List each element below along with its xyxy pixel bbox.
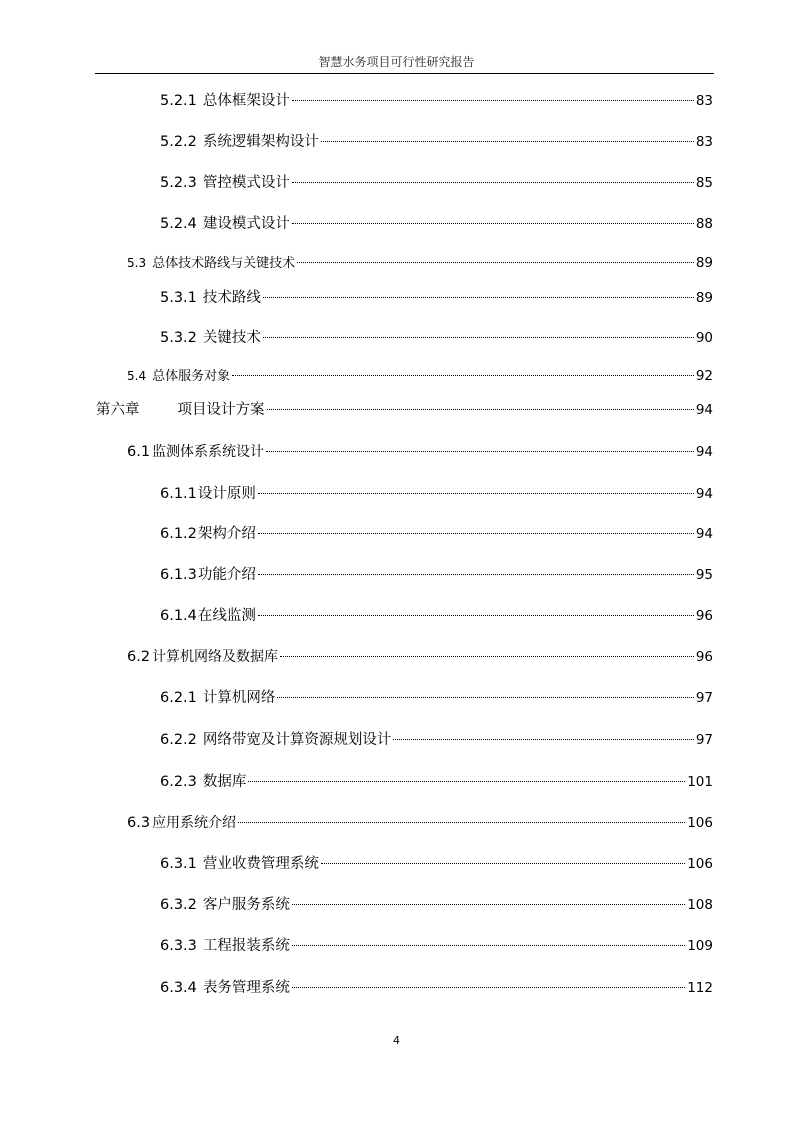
- page-number: 4: [393, 1034, 400, 1047]
- toc-entry-number: 5.2.4: [160, 216, 197, 232]
- toc-entry-page: 89: [695, 290, 713, 306]
- dot-leader: [238, 822, 685, 823]
- toc-entry-title: 设计原则: [197, 486, 256, 502]
- toc-entry-title: 项目设计方案: [177, 402, 265, 418]
- toc-entry-page: 92: [695, 368, 713, 384]
- toc-entry-title: 管控模式设计: [202, 175, 290, 191]
- toc-entry[interactable]: [160, 894, 713, 916]
- toc-entry[interactable]: [160, 605, 713, 627]
- toc-entry[interactable]: [160, 687, 713, 709]
- toc-entry-page: 109: [687, 938, 713, 954]
- toc-entry-number: 5.2.1: [160, 93, 197, 109]
- toc-entry[interactable]: [160, 771, 713, 793]
- toc-entry-page: 97: [695, 690, 713, 706]
- toc-entry-number: 6.1.1: [160, 486, 197, 502]
- toc-entry-page: 94: [695, 526, 713, 542]
- toc-entry-number: 6.3.2: [160, 897, 197, 913]
- dot-leader: [266, 451, 694, 452]
- dot-leader: [292, 904, 685, 905]
- toc-entry-number: 6.3.4: [160, 980, 197, 996]
- toc-entry[interactable]: [160, 729, 713, 751]
- toc-entry-number: 6.1.3: [160, 567, 197, 583]
- toc-entry-title: 系统逻辑架构设计: [202, 134, 319, 150]
- toc-entry-title: 客户服务系统: [202, 897, 290, 913]
- toc-entry[interactable]: [127, 365, 713, 387]
- toc-entry-title: 总体框架设计: [202, 93, 290, 109]
- dot-leader: [292, 223, 694, 224]
- toc-entry-title: 计算机网络: [202, 690, 276, 706]
- toc-entry-number: 6.3.1: [160, 856, 197, 872]
- dot-leader: [280, 656, 694, 657]
- toc-entry-title: 技术路线: [202, 290, 261, 306]
- dot-leader: [292, 182, 694, 183]
- toc-entry[interactable]: [127, 252, 713, 274]
- dot-leader: [267, 409, 694, 410]
- toc-entry[interactable]: [127, 812, 713, 834]
- toc-entry-page: 96: [695, 608, 713, 624]
- dot-leader: [321, 863, 685, 864]
- toc-entry-page: 97: [695, 732, 713, 748]
- toc-entry-title: 表务管理系统: [202, 980, 290, 996]
- toc-entry-page: 106: [687, 856, 713, 872]
- toc-entry-number: 6.1.4: [160, 608, 197, 624]
- toc-entry[interactable]: [96, 399, 713, 421]
- dot-leader: [258, 615, 694, 616]
- toc-entry[interactable]: [160, 327, 713, 349]
- toc-entry-page: 112: [687, 980, 713, 996]
- dot-leader: [277, 697, 693, 698]
- running-header: 智慧水务项目可行性研究报告: [318, 55, 475, 69]
- toc-entry-page: 101: [687, 774, 713, 790]
- toc-entry-page: 108: [687, 897, 713, 913]
- toc-entry-number: 6.3: [127, 815, 151, 831]
- toc-entry-number: 5.3.1: [160, 290, 197, 306]
- toc-entry[interactable]: [160, 483, 713, 505]
- toc-entry-number: 6.2.1: [160, 690, 197, 706]
- toc-entry-number: 5.4: [127, 369, 147, 383]
- dot-leader: [232, 375, 694, 376]
- toc-entry-page: 96: [695, 649, 713, 665]
- toc-entry-page: 94: [695, 402, 713, 418]
- toc-entry-number: 6.2.3: [160, 774, 197, 790]
- dot-leader: [292, 945, 685, 946]
- dot-leader: [263, 337, 694, 338]
- dot-leader: [258, 533, 694, 534]
- dot-leader: [263, 297, 694, 298]
- toc-entry[interactable]: [160, 287, 713, 309]
- toc-entry[interactable]: [127, 646, 713, 668]
- toc-entry-number: 5.3.2: [160, 330, 197, 346]
- toc-entry-page: 89: [695, 255, 713, 271]
- toc-entry-title: 数据库: [202, 774, 247, 790]
- toc-entry-title: 营业收费管理系统: [202, 856, 319, 872]
- toc-entry-title: 在线监测: [197, 608, 256, 624]
- toc-entry-page: 90: [695, 330, 713, 346]
- toc-entry-title: 监测体系系统设计: [152, 444, 265, 460]
- toc-entry-title: 架构介绍: [197, 526, 256, 542]
- toc-entry-number: 6.1: [127, 444, 151, 460]
- toc-entry-title: 总体技术路线与关键技术: [152, 256, 296, 271]
- toc-entry[interactable]: [160, 523, 713, 545]
- dot-leader: [258, 574, 694, 575]
- toc-entry-number: 6.2: [127, 649, 151, 665]
- header-divider: [95, 73, 714, 74]
- toc-entry-page: 94: [695, 486, 713, 502]
- toc-entry-number: 5.2.2: [160, 134, 197, 150]
- toc-entry-page: 83: [695, 134, 713, 150]
- dot-leader: [321, 141, 694, 142]
- toc-entry[interactable]: [160, 853, 713, 875]
- toc-entry-title: 工程报装系统: [202, 938, 290, 954]
- toc-entry-number: 第六章: [96, 402, 140, 418]
- dot-leader: [258, 493, 694, 494]
- toc-entry-title: 功能介绍: [197, 567, 256, 583]
- toc-entry[interactable]: [160, 564, 713, 586]
- toc-entry-number: 6.2.2: [160, 732, 197, 748]
- dot-leader: [248, 781, 685, 782]
- toc-entry-page: 88: [695, 216, 713, 232]
- dot-leader: [292, 987, 685, 988]
- toc-entry-page: 95: [695, 567, 713, 583]
- toc-entry-page: 85: [695, 175, 713, 191]
- dot-leader: [393, 739, 693, 740]
- toc-entry-title: 应用系统介绍: [152, 815, 237, 831]
- toc-entry-page: 94: [695, 444, 713, 460]
- dot-leader: [292, 100, 694, 101]
- toc-entry-title: 总体服务对象: [152, 369, 231, 384]
- toc-entry-number: 6.1.2: [160, 526, 197, 542]
- toc-entry[interactable]: [160, 935, 713, 957]
- toc-entry-title: 网络带宽及计算资源规划设计: [202, 732, 392, 748]
- toc-entry-number: 5.2.3: [160, 175, 197, 191]
- toc-entry-page: 83: [695, 93, 713, 109]
- toc-entry[interactable]: [160, 90, 713, 112]
- toc-entry[interactable]: [160, 131, 713, 153]
- toc-entry[interactable]: [160, 977, 713, 999]
- toc-entry[interactable]: [160, 213, 713, 235]
- toc-entry-title: 建设模式设计: [202, 216, 290, 232]
- toc-entry[interactable]: [160, 172, 713, 194]
- toc-entry-title: 计算机网络及数据库: [152, 649, 279, 665]
- toc-entry[interactable]: [127, 441, 713, 463]
- dot-leader: [297, 262, 694, 263]
- toc-entry-number: 5.3: [127, 256, 147, 270]
- toc-entry-title: 关键技术: [202, 330, 261, 346]
- toc-entry-number: 6.3.3: [160, 938, 197, 954]
- toc-entry-page: 106: [687, 815, 713, 831]
